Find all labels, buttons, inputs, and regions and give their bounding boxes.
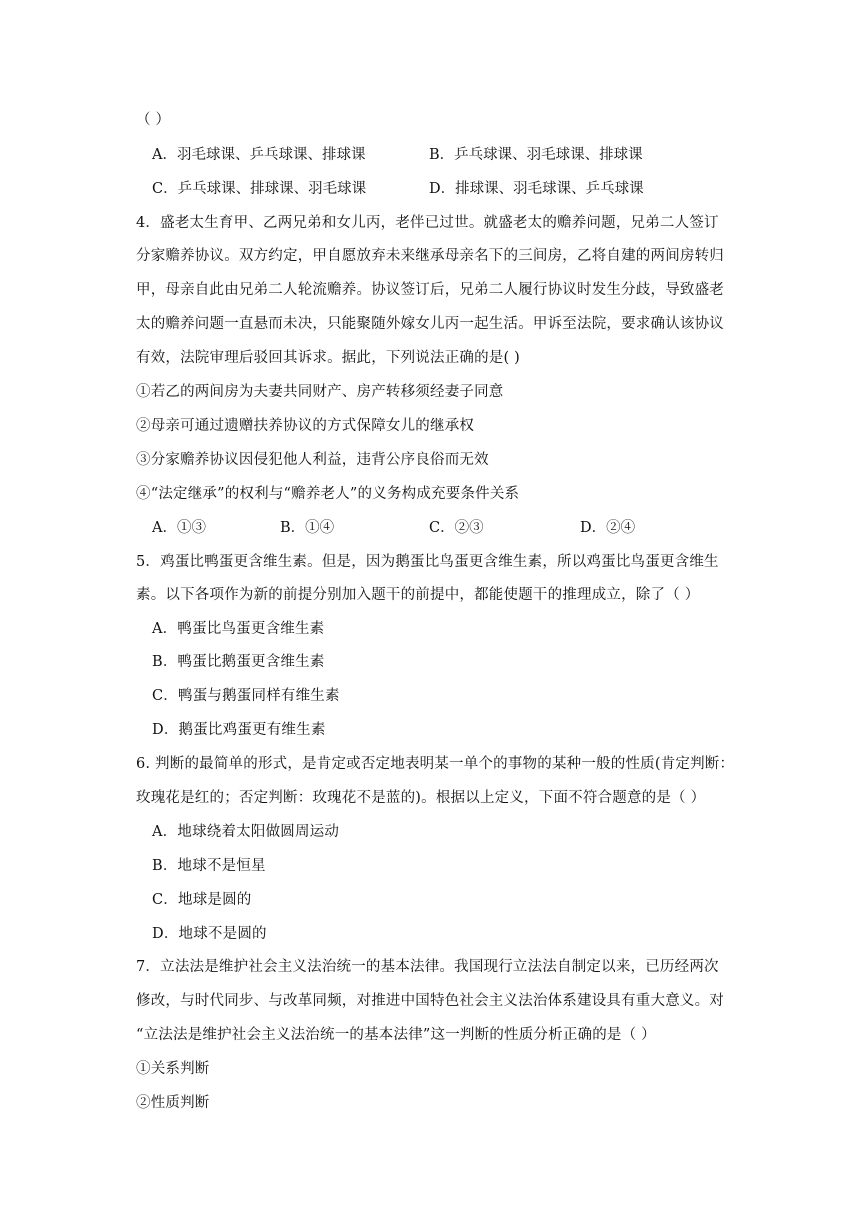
q4-option-a: A．①③ (152, 520, 206, 536)
q3-option-c: C．乒乓球课、排球课、羽毛球课 (152, 181, 367, 197)
q4-statement-2: ②母亲可通过遗赠扶养协议的方式保障女儿的继承权 (136, 418, 475, 434)
q4-option-b: B．①④ (280, 520, 335, 536)
q6-option-c: C．地球是圆的 (152, 892, 252, 908)
q7-statement-1: ①关系判断 (136, 1061, 210, 1077)
q7-statement-2: ②性质判断 (136, 1095, 210, 1111)
q7-stem-line-1: 7．立法法是维护社会主义法治统一的基本法律。我国现行立法法自制定以来，已历经两次 (136, 959, 719, 975)
q5-option-b: B．鸭蛋比鹅蛋更含维生素 (152, 654, 325, 670)
q5-option-c: C．鸭蛋与鹅蛋同样有维生素 (152, 688, 340, 704)
q4-option-d: D．②④ (580, 520, 636, 536)
q6-stem-line-1: 6. 判断的最简单的形式，是肯定或否定地表明某一单个的事物的某种一般的性质(肯定判断： (136, 756, 735, 772)
q6-option-a: A．地球绕着太阳做圆周运动 (152, 824, 340, 840)
q5-option-d: D．鹅蛋比鸡蛋更有维生素 (152, 722, 326, 738)
q5-stem-line-1: 5．鸡蛋比鸭蛋更含维生素。但是，因为鹅蛋比鸟蛋更含维生素，所以鸡蛋比鸟蛋更含维生 (136, 554, 719, 570)
q6-stem-line-2: 玫瑰花是红的；否定判断：玫瑰花不是蓝的)。根据以上定义，下面不符合题意的是（ ） (136, 790, 706, 806)
q3-option-a: A．羽毛球课、乒乓球课、排球课 (152, 147, 366, 163)
q4-stem-line-1: 4．盛老太生育甲、乙两兄弟和女儿丙，老伴已过世。就盛老太的赡养问题，兄弟二人签订 (136, 215, 719, 231)
q7-stem-line-2: 修改，与时代同步、与改革同频，对推进中国特色社会主义法治体系建设具有重大意义。对 (136, 993, 724, 1009)
q6-option-b: B．地球不是恒星 (152, 858, 266, 874)
q5-stem-line-2: 素。以下各项作为新的前提分别加入题干的前提中，都能使题干的推理成立，除了（ ） (136, 587, 700, 603)
q4-stem-line-5: 有效，法院审理后驳回其诉求。据此，下列说法正确的是( ) (136, 350, 521, 366)
q4-stem-line-3: 甲，母亲自此由兄弟二人轮流赡养。协议签订后，兄弟二人履行协议时发生分歧，导致盛老 (136, 282, 724, 298)
q4-stem-line-2: 分家赡养协议。双方约定，甲自愿放弃未来继承母亲名下的三间房，乙将自建的两间房转归 (136, 248, 724, 264)
q4-option-c: C．②③ (429, 520, 484, 536)
q5-option-a: A．鸭蛋比鸟蛋更含维生素 (152, 621, 325, 637)
q3-option-d: D．排球课、羽毛球课、乒乓球课 (429, 181, 644, 197)
q3-answer-bracket: （ ） (136, 112, 171, 128)
q6-option-d: D．地球不是圆的 (152, 926, 267, 942)
q4-statement-4: ④“法定继承”的权利与“赡养老人”的义务构成充要条件关系 (136, 486, 520, 502)
q3-option-b: B．乒乓球课、羽毛球课、排球课 (429, 147, 643, 163)
q4-statement-3: ③分家赡养协议因侵犯他人利益，违背公序良俗而无效 (136, 452, 489, 468)
q4-statement-1: ①若乙的两间房为夫妻共同财产、房产转移须经妻子同意 (136, 384, 504, 400)
q7-stem-line-3: “立法法是维护社会主义法治统一的基本法律”这一判断的性质分析正确的是（ ） (136, 1027, 656, 1043)
q4-stem-line-4: 太的赡养问题一直悬而未决，只能聚随外嫁女儿丙一起生活。甲诉至法院，要求确认该协议 (136, 316, 724, 332)
